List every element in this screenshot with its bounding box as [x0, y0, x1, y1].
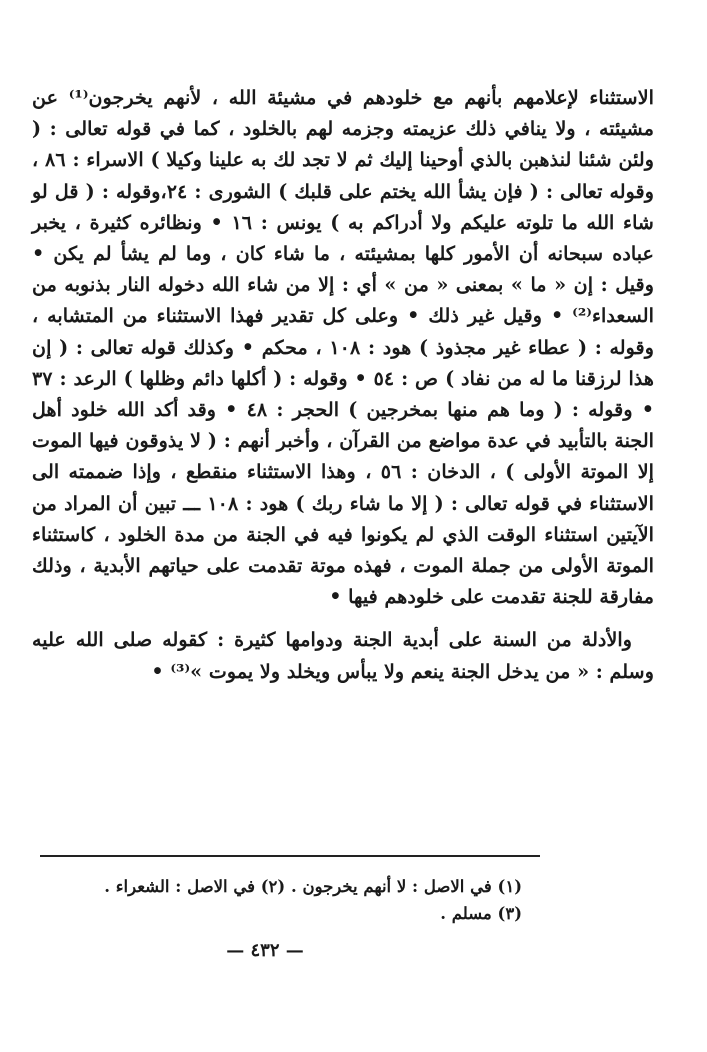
footnote-line-2: (٣) مسلم . [440, 904, 522, 923]
footnote-divider [40, 855, 540, 857]
page-number: — ٤٣٢ — [226, 940, 304, 961]
page-content [32, 82, 654, 687]
main-text [32, 82, 654, 687]
paragraph-2: والأدلة من السنة على أبدية الجنة ودوامها كثيرة : كقوله صلى الله عليه وسلم : « من يدخل الجنة ينعم ولا يبأس ويخلد ولا يموت »⁽³⁾ • [32, 628, 654, 683]
footnotes [104, 873, 522, 927]
footnote-line-1: (١) في الاصل : لا أنهم يخرجون . (٢) في الاصل : الشعراء . [104, 877, 522, 896]
paragraph-1: الاستثناء لإعلامهم بأنهم مع خلودهم في مشيئة الله ، لأنهم يخرجون⁽¹⁾ عن مشيئته ، ولا ينافي ذلك عزيمته وجزمه لهم بالخلود ، كما في قوله تعالى : ( ولئن شئنا لنذهبن بالذي أوحينا إليك ثم لا تجد لك به علينا وكيلا ) الاسراء : ٨٦ ، وقوله تعالى : ( فإن يشأ الله يختم على قلبك ) الشورى : ٢٤،وقوله : ( قل لو شاء الله ما تلوته عليكم ولا أدراكم به ) يونس : ١٦ • ونظائره كثيرة ، يخبر عباده سبحانه أن الأمور كلها بمشيئته ، ما شاء كان ، وما لم يشأ لم يكن • وقيل : إن « ما » بمعنى « من » أي : إلا من شاء الله دخوله النار بذنوبه من السعداء⁽²⁾ • وقيل غير ذلك • وعلى كل تقدير فهذا الاستثناء من المتشابه ، وقوله : ( عطاء غير مجذوذ ) هود : ١٠٨ ، محكم • وكذلك قوله تعالى : ( إن هذا لرزقنا ما له من نفاد ) ص : ٥٤ • وقوله : ( أكلها دائم وظلها ) الرعد : ٣٧ • وقوله : ( وما هم منها بمخرجين ) الحجر : ٤٨ • وقد أكد الله خلود أهل الجنة بالتأبيد في عدة مواضع من القرآن ، وأخبر أنهم : ( لا يذوقون فيها الموت إلا الموتة الأولى ) ، الدخان : ٥٦ ، وهذا الاستثناء منقطع ، وإذا ضممته الى الاستثناء في قوله تعالى : ( إلا ما شاء ربك ) هود : ١٠٨ ـــ تبين أن المراد من الآيتين استثناء الوقت الذي لم يكونوا فيه في الجنة من مدة الخلود ، كاستثناء الموتة الأولى من جملة الموت ، فهذه موتة تقدمت على حياتهم الأبدية ، وذلك مفارقة للجنة تقدمت على خلودهم فيها • [32, 86, 655, 609]
